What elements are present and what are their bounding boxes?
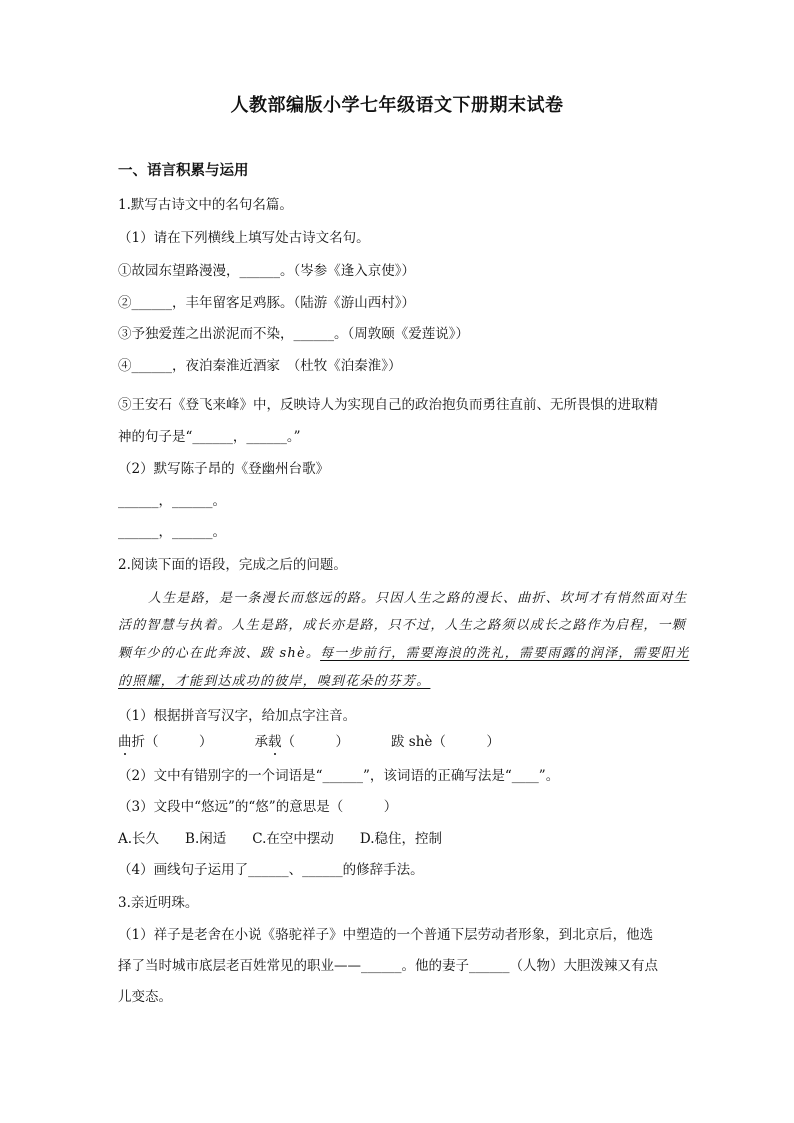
q1-blank-line-1: ______，______。 [118, 493, 226, 509]
q1-blank-line-2: ______，______。 [118, 524, 226, 540]
q1-line-2: ②______，丰年留客足鸡豚。（陆游《游山西村》） [118, 295, 415, 311]
section-heading: 一、语言积累与运用 [118, 162, 249, 179]
q2-options [118, 830, 442, 848]
word-text: 承 [254, 734, 268, 750]
q1-part2-prompt: （2）默写陈子昂的《登幽州台歌》 [118, 461, 330, 477]
option-b: B.闲适 [185, 831, 227, 847]
answer-blank: 跋 shè（ ） [391, 734, 500, 750]
q2-sub-3: （3）文段中“悠远”的“悠”的意思是（ ） [118, 799, 398, 815]
q1-line-3: ③予独爱莲之出淤泥而不染，______。（周敦颐《爱莲说》） [118, 326, 469, 342]
q2-sub-1: （1）根据拼音写汉字，给加点字注音。 [118, 708, 357, 724]
question-2-stem: 2.阅读下面的语段，完成之后的问题。 [118, 557, 347, 573]
passage-line-2: 活的智慧与执着。人生是路，成长亦是路，只不过，人生之路须以成长之路作为启程，一颗 [118, 618, 687, 633]
passage-text: 颗年少的心在此奔波、跋 shè。 [118, 646, 321, 661]
option-d: D.稳住，控制 [359, 831, 443, 847]
q2-pinyin-row [118, 733, 500, 751]
q1-line-5b: 神的句子是“______，______。” [118, 429, 301, 445]
q1-line-1: ①故园东望路漫漫，______。（岑参《逢入京使》） [118, 263, 415, 279]
passage-line-3 [118, 645, 689, 663]
answer-blank: 折（ ） [131, 734, 213, 750]
dotted-char: 曲 [118, 734, 132, 750]
q1-line-5a: ⑤王安石《登飞来峰》中，反映诗人为实现自己的政治抱负而勇往直前、无所畏惧的进取精 [118, 397, 658, 413]
question-1-stem: 1.默写古诗文中的名句名篇。 [118, 197, 293, 213]
passage-line-4: 的照耀，才能到达成功的彼岸，嗅到花朵的芬芳。 [118, 674, 431, 689]
q2-sub-2: （2）文中有错别字的一个词语是“______”，该词语的正确写法是“____”。 [118, 768, 560, 784]
answer-blank: （ ） [281, 734, 349, 750]
option-c: C.在空中摆动 [252, 831, 334, 847]
q3-line-3: 儿变态。 [118, 989, 172, 1005]
passage-line-1: 人生是路，是一条漫长而悠远的路。只因人生之路的漫长、曲折、坎坷才有悄然面对生 [148, 591, 688, 606]
underlined-sentence: 每一步前行，需要海浪的洗礼，需要雨露的润泽，需要阳光 [320, 646, 690, 661]
q2-sub-4: （4）画线句子运用了______、______的修辞手法。 [118, 862, 424, 878]
dotted-char: 载 [268, 734, 282, 750]
option-a: A.长久 [118, 831, 160, 847]
page-title: 人教部编版小学七年级语文下册期末试卷 [230, 95, 564, 116]
question-3-stem: 3.亲近明珠。 [118, 895, 199, 911]
q3-line-2: 择了当时城市底层老百姓常见的职业——______。他的妻子______（人物）大胆泼辣又有点 [118, 958, 658, 974]
q1-line-4: ④______，夜泊秦淮近酒家 （杜牧《泊秦淮》） [118, 358, 402, 374]
q3-line-1: （1）祥子是老舍在小说《骆驼祥子》中塑造的一个普通下层劳动者形象，到北京后，他选 [118, 927, 654, 943]
q1-part1-prompt: （1）请在下列横线上填写处古诗文名句。 [118, 230, 370, 246]
